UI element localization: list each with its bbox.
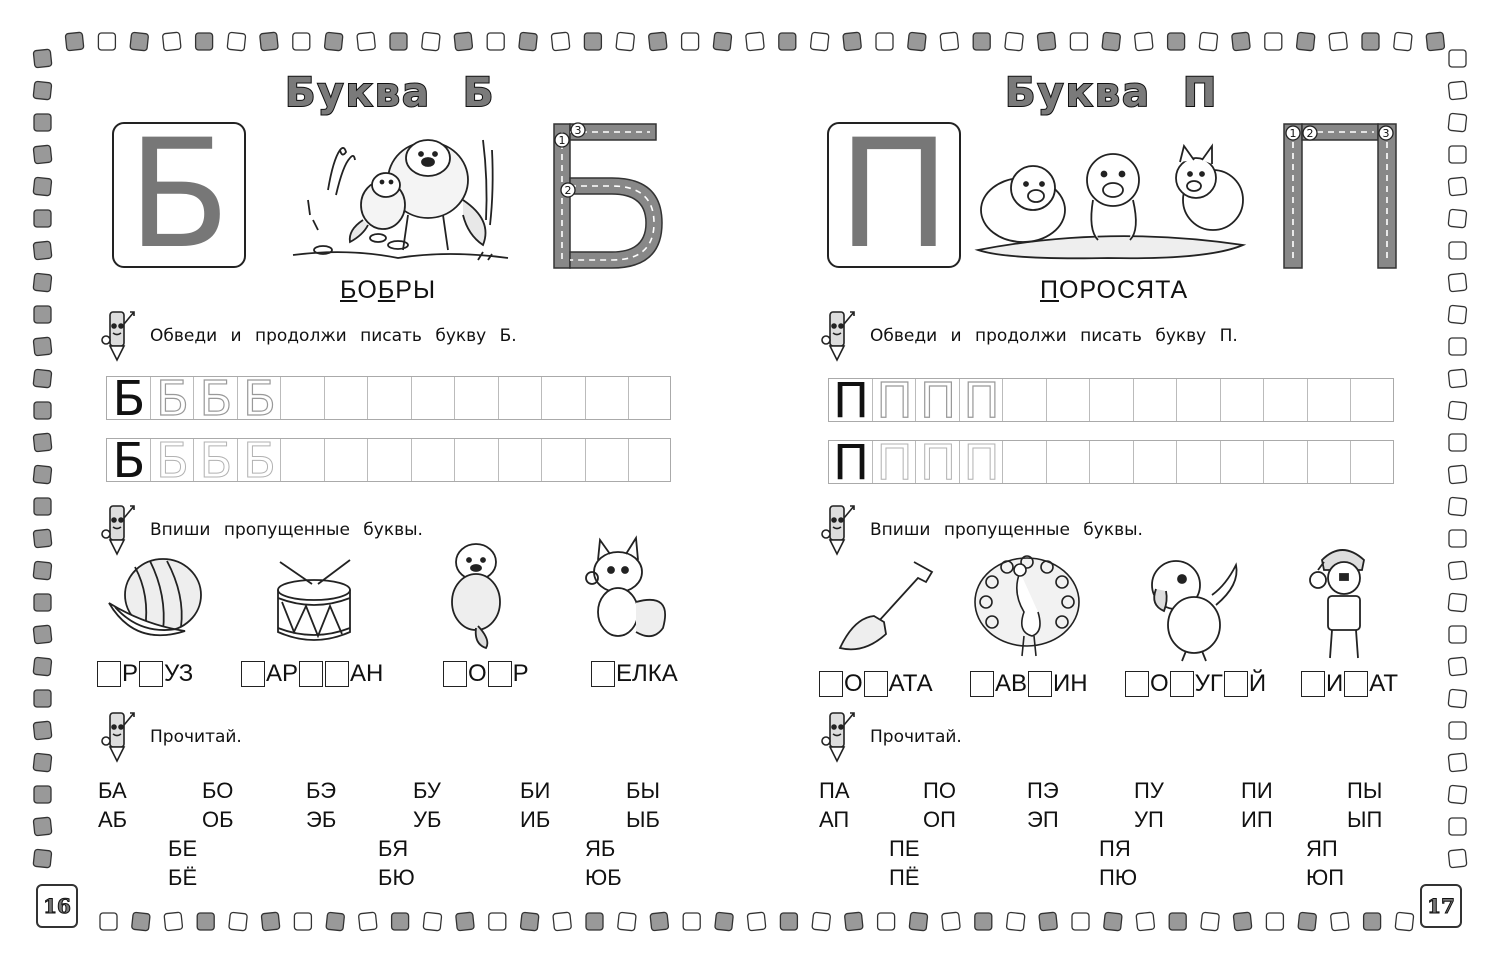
syllable: БО: [202, 778, 234, 803]
letter-input-box[interactable]: [1301, 671, 1325, 697]
word-fragment: УЗ: [164, 660, 194, 687]
shovel-picture: [834, 558, 934, 658]
grid-cell[interactable]: [1134, 441, 1178, 483]
letter-stroke-order-guide: [1282, 120, 1402, 272]
piglets-illustration: [968, 140, 1253, 260]
syllable: ИП: [1241, 807, 1273, 832]
word-fragment: АВ: [995, 670, 1028, 697]
word-fragment: О: [844, 670, 863, 697]
tracing-letter: П: [876, 435, 913, 491]
grid-cell[interactable]: [455, 377, 499, 419]
task-fill-letters: [820, 500, 1143, 560]
syllable: АП: [819, 807, 850, 832]
syllable: БЁ: [168, 865, 198, 890]
grid-cell[interactable]: [586, 377, 630, 419]
grid-cell[interactable]: [960, 435, 1004, 491]
syllable: ПЭ: [1027, 778, 1059, 803]
grid-cell[interactable]: [1134, 379, 1178, 421]
letter-input-box[interactable]: [325, 661, 349, 687]
fill-word-4: [1300, 670, 1398, 698]
word-fragment: АР: [266, 660, 299, 687]
grid-cell[interactable]: [151, 433, 195, 489]
peacock-picture: [972, 552, 1082, 660]
grid-cell[interactable]: [873, 373, 917, 429]
tracing-letter: Б: [112, 371, 146, 427]
word-part: Б: [377, 276, 396, 304]
syllable: АБ: [98, 807, 128, 832]
grid-cell[interactable]: [873, 435, 917, 491]
grid-cell[interactable]: [412, 377, 456, 419]
letter-stroke-order-guide: [550, 120, 670, 272]
tracing-letter: П: [832, 435, 870, 491]
letter-input-box[interactable]: [443, 661, 467, 687]
word-part: Б: [340, 276, 358, 304]
grid-cell[interactable]: [1090, 379, 1134, 421]
tracing-letter: Б: [112, 433, 146, 489]
syllable: ЮП: [1306, 865, 1345, 890]
syllable: ЫБ: [626, 807, 660, 832]
tracing-letter: П: [919, 373, 957, 429]
grid-cell[interactable]: [1177, 379, 1221, 421]
stroke-mark-3: 3: [574, 124, 582, 137]
grid-cell[interactable]: [586, 439, 630, 481]
task-fill-letters: [100, 500, 423, 560]
word-part: П: [1040, 276, 1059, 304]
grid-cell[interactable]: [1003, 379, 1047, 421]
syllable: БЮ: [378, 865, 415, 890]
grid-cell[interactable]: [238, 371, 282, 427]
letter-input-box[interactable]: [1344, 671, 1368, 697]
grid-cell[interactable]: [455, 439, 499, 481]
watermelon-picture: [105, 555, 205, 645]
example-word: [340, 276, 436, 305]
stroke-mark-3: 3: [1382, 127, 1390, 140]
syllable: УБ: [413, 807, 442, 832]
syllable: БЕ: [168, 836, 198, 861]
letter-input-box[interactable]: [970, 671, 994, 697]
syllable: ПИ: [1241, 778, 1273, 803]
syllable: БИ: [520, 778, 551, 803]
pencil-mascot-icon: [100, 707, 146, 767]
syllable: БА: [98, 778, 127, 803]
tracing-letter: Б: [199, 371, 233, 427]
syllable: ПЁ: [889, 865, 920, 890]
grid-cell[interactable]: [499, 377, 543, 419]
fill-word-2: [969, 670, 1088, 698]
tracing-letter: Б: [199, 433, 233, 489]
grid-cell[interactable]: [325, 377, 369, 419]
stroke-mark-1: 1: [1289, 127, 1297, 140]
word-fragment: О: [468, 660, 487, 687]
grid-cell[interactable]: [1264, 379, 1308, 421]
grid-cell[interactable]: [281, 377, 325, 419]
syllable: ПЫ: [1347, 778, 1383, 803]
pencil-mascot-icon: [820, 306, 866, 366]
word-fragment: АН: [350, 660, 384, 687]
grid-cell[interactable]: [1047, 379, 1091, 421]
syllable: ОП: [923, 807, 956, 832]
tracing-row-1: [828, 373, 1394, 429]
task-text: Впиши пропущенные буквы.: [150, 520, 423, 540]
letter-input-box[interactable]: [139, 661, 163, 687]
word-part: РЫ: [395, 276, 437, 304]
pencil-mascot-icon: [820, 707, 866, 767]
task-read: [820, 707, 962, 767]
syllable: ИБ: [520, 807, 551, 832]
fill-word-4: [590, 660, 678, 688]
letter-input-box[interactable]: [1125, 671, 1149, 697]
drum-picture: [272, 558, 357, 646]
grid-cell[interactable]: [1090, 441, 1134, 483]
word-fragment: ЕЛКА: [616, 660, 678, 687]
grid-cell[interactable]: [281, 439, 325, 481]
syllable: БЯ: [378, 836, 409, 861]
tracing-row-1: [106, 371, 671, 427]
syllable: ЮБ: [585, 865, 622, 890]
grid-cell[interactable]: [916, 373, 960, 429]
tracing-letter: П: [919, 435, 957, 491]
word-fragment: Р: [512, 660, 529, 687]
stroke-mark-1: 1: [558, 134, 566, 147]
letter-input-box[interactable]: [1170, 671, 1194, 697]
word-fragment: И: [1326, 670, 1344, 697]
tracing-row-2: [828, 435, 1394, 491]
tracing-letter: П: [963, 435, 1000, 491]
syllable: ЭП: [1027, 807, 1059, 832]
page-title: Буква Б: [285, 70, 496, 116]
letter-input-box[interactable]: [1224, 671, 1248, 697]
letter-input-box[interactable]: [488, 661, 512, 687]
tracing-letter: П: [963, 373, 1000, 429]
grid-cell[interactable]: [368, 377, 412, 419]
beaver-picture: [446, 540, 511, 650]
grid-cell[interactable]: [829, 435, 873, 491]
grid-cell[interactable]: [629, 377, 673, 419]
grid-cell[interactable]: [368, 439, 412, 481]
example-word: [1040, 276, 1188, 305]
grid-cell[interactable]: [542, 439, 586, 481]
syllable: УП: [1134, 807, 1164, 832]
task-text: Прочитай.: [150, 727, 242, 747]
tracing-letter: П: [876, 373, 913, 429]
fill-word-3: [442, 660, 529, 688]
syllable: ЫП: [1347, 807, 1383, 832]
letter-input-box[interactable]: [864, 671, 888, 697]
syllable: ПЯ: [1099, 836, 1131, 861]
squirrel-picture: [578, 532, 673, 644]
fill-word-1: [96, 660, 193, 688]
letter-input-box[interactable]: [241, 661, 265, 687]
tracing-letter: Б: [243, 433, 276, 489]
grid-cell[interactable]: [107, 433, 151, 489]
page-title: Буква П: [1005, 70, 1219, 116]
syllable: БЫ: [626, 778, 660, 803]
syllable: БУ: [413, 778, 441, 803]
grid-cell[interactable]: [829, 373, 873, 429]
grid-cell[interactable]: [238, 433, 282, 489]
grid-cell[interactable]: [960, 373, 1004, 429]
stroke-mark-2: 2: [1306, 127, 1314, 140]
letter-input-box[interactable]: [97, 661, 121, 687]
syllable: ПУ: [1134, 778, 1164, 803]
grid-cell[interactable]: [1047, 441, 1091, 483]
fill-word-2: [240, 660, 383, 688]
word-fragment: Р: [122, 660, 139, 687]
word-fragment: ИН: [1053, 670, 1088, 697]
syllable: ПО: [923, 778, 956, 803]
grid-cell[interactable]: [1221, 379, 1265, 421]
task-text: Обведи и продолжи писать букву П.: [870, 326, 1238, 346]
beavers-illustration: [288, 120, 513, 270]
pencil-mascot-icon: [100, 500, 146, 560]
grid-cell[interactable]: [1308, 379, 1352, 421]
pencil-mascot-icon: [100, 306, 146, 366]
letter-input-box[interactable]: [299, 661, 323, 687]
page-number: 16: [36, 884, 78, 928]
syllable: ПЮ: [1099, 865, 1138, 890]
letter-input-box[interactable]: [819, 671, 843, 697]
grid-cell[interactable]: [1351, 379, 1395, 421]
grid-cell[interactable]: [412, 439, 456, 481]
letter-input-box[interactable]: [591, 661, 615, 687]
task-trace: [820, 306, 1238, 366]
syllable: БЭ: [306, 778, 337, 803]
syllable: ОБ: [202, 807, 234, 832]
grid-cell[interactable]: [1221, 441, 1265, 483]
word-fragment: АТ: [1369, 670, 1399, 697]
grid-cell[interactable]: [1003, 441, 1047, 483]
syllable: ЯБ: [585, 836, 616, 861]
word-fragment: УГ: [1194, 670, 1223, 697]
word-fragment: Й: [1248, 670, 1267, 697]
grid-cell[interactable]: [1264, 441, 1308, 483]
page-right: [750, 0, 1500, 971]
stroke-mark-2: 2: [564, 184, 572, 197]
grid-cell[interactable]: [916, 435, 960, 491]
grid-cell[interactable]: [1308, 441, 1352, 483]
letter-input-box[interactable]: [1028, 671, 1052, 697]
fill-word-1: [818, 670, 933, 698]
parrot-picture: [1146, 555, 1241, 663]
grid-cell[interactable]: [194, 371, 238, 427]
tracing-letter: Б: [156, 371, 189, 427]
task-read: [100, 707, 242, 767]
grid-cell[interactable]: [629, 439, 673, 481]
pirate-picture: [1302, 540, 1382, 662]
pencil-mascot-icon: [820, 500, 866, 560]
tracing-row-2: [106, 433, 671, 489]
grid-cell[interactable]: [1351, 441, 1395, 483]
syllable: ПЕ: [889, 836, 920, 861]
tracing-letter: Б: [156, 433, 189, 489]
syllable: ЯП: [1306, 836, 1338, 861]
grid-cell[interactable]: [542, 377, 586, 419]
word-part: ОРОСЯТА: [1058, 276, 1189, 304]
task-text: Обведи и продолжи писать букву Б.: [150, 326, 517, 346]
task-text: Впиши пропущенные буквы.: [870, 520, 1143, 540]
tracing-letter: П: [832, 373, 870, 429]
grid-cell[interactable]: [107, 371, 151, 427]
task-trace: [100, 306, 517, 366]
tracing-letter: Б: [243, 371, 276, 427]
task-text: Прочитай.: [870, 727, 962, 747]
grid-cell[interactable]: [194, 433, 238, 489]
big-letter-card: Б: [112, 122, 246, 268]
word-fragment: АТА: [888, 670, 933, 697]
big-letter-card: П: [827, 122, 961, 268]
page-number: 17: [1420, 884, 1462, 928]
fill-word-3: [1124, 670, 1266, 698]
word-fragment: О: [1150, 670, 1169, 697]
syllable: ЭБ: [306, 807, 337, 832]
grid-cell[interactable]: [151, 371, 195, 427]
syllable: ПА: [819, 778, 850, 803]
word-part: О: [357, 276, 378, 304]
grid-cell[interactable]: [1177, 441, 1221, 483]
grid-cell[interactable]: [325, 439, 369, 481]
grid-cell[interactable]: [499, 439, 543, 481]
